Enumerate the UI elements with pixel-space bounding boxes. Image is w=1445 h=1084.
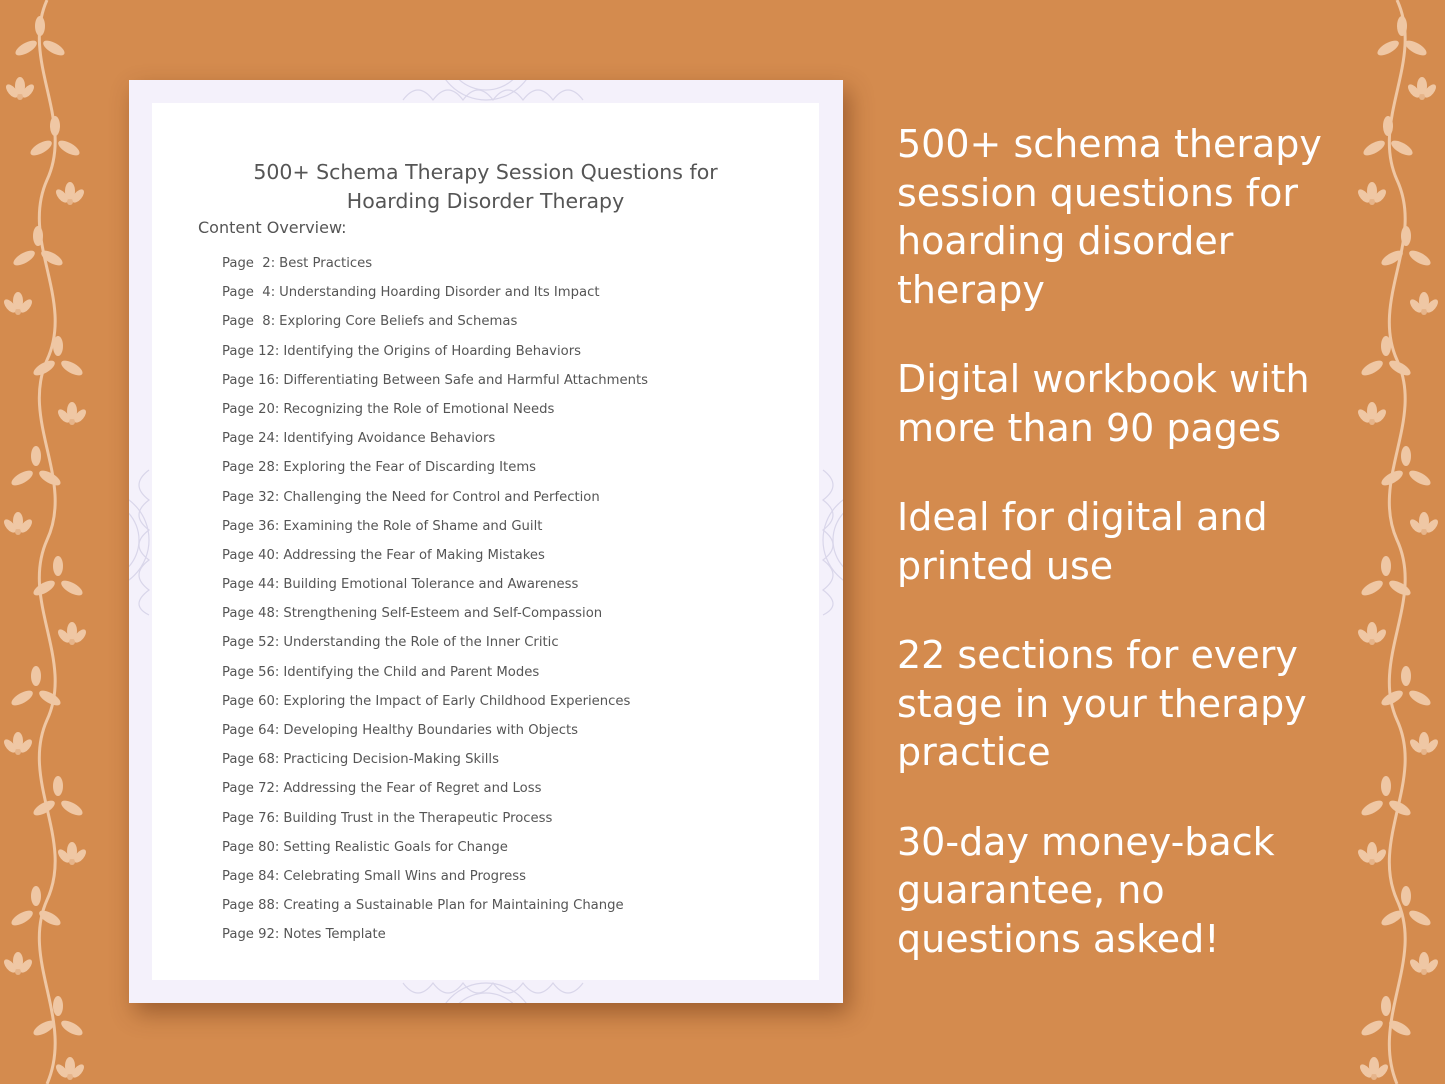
toc-page-number: Page 40: bbox=[222, 547, 280, 563]
document-title-line2: Hoarding Disorder Therapy bbox=[346, 189, 625, 213]
toc-page-number: Page 92: bbox=[222, 927, 280, 943]
toc-entry bbox=[222, 517, 648, 546]
feature-line: more than 90 pages bbox=[897, 405, 1282, 450]
toc-page-number: Page 84: bbox=[222, 868, 280, 884]
toc-title: Best Practices bbox=[279, 256, 373, 271]
feature-line: guarantee, no bbox=[897, 868, 1165, 912]
toc-entry bbox=[222, 488, 648, 517]
feature-line: practice bbox=[897, 730, 1051, 774]
content-overview-heading: Content Overview: bbox=[198, 218, 347, 237]
toc-entry bbox=[222, 312, 648, 341]
toc-title: Building Trust in the Therapeutic Process bbox=[283, 810, 553, 826]
toc-page-number: Page 52: bbox=[222, 635, 280, 651]
feature-item bbox=[897, 493, 1337, 590]
toc-title: Understanding the Role of the Inner Critic bbox=[283, 635, 559, 651]
toc-title: Identifying the Child and Parent Modes bbox=[283, 664, 540, 680]
toc-entry bbox=[222, 254, 648, 283]
feature-line: 22 sections for every bbox=[897, 633, 1298, 677]
toc-page-number: Page 36: bbox=[222, 518, 280, 534]
toc-page-number: Page 60: bbox=[222, 693, 280, 709]
toc-entry bbox=[222, 575, 648, 604]
feature-line: 30-day money-back bbox=[897, 819, 1275, 864]
toc-entry bbox=[222, 458, 648, 487]
document-title-line1: 500+ Schema Therapy Session Questions for bbox=[253, 160, 718, 184]
toc-title: Addressing the Fear of Making Mistakes bbox=[283, 547, 545, 563]
toc-entry bbox=[222, 867, 648, 896]
document-title bbox=[152, 158, 819, 216]
feature-line: Ideal for digital and bbox=[897, 495, 1268, 539]
toc-page-number: Page 88: bbox=[222, 898, 280, 914]
feature-line: hoarding disorder bbox=[897, 219, 1234, 263]
toc-title: Creating a Sustainable Plan for Maintaining Change bbox=[283, 898, 624, 914]
feature-line: Digital workbook with bbox=[897, 357, 1310, 401]
toc-title: Exploring the Fear of Discarding Items bbox=[283, 460, 537, 476]
toc-page-number: Page 20: bbox=[222, 401, 280, 417]
toc-entry bbox=[222, 692, 648, 721]
toc-entry bbox=[222, 604, 648, 633]
toc-entry bbox=[222, 400, 648, 429]
toc-page-number: Page 32: bbox=[222, 489, 280, 505]
toc-page-number: Page 8: bbox=[222, 314, 276, 330]
toc-entry bbox=[222, 283, 648, 312]
toc-page-number: Page 16: bbox=[222, 372, 280, 388]
toc-entry bbox=[222, 896, 648, 925]
toc-title: Building Emotional Tolerance and Awareness bbox=[283, 577, 579, 593]
feature-item bbox=[897, 355, 1337, 452]
toc-page-number: Page 12: bbox=[222, 343, 280, 359]
toc-page-number: Page 2: bbox=[222, 256, 276, 271]
toc-page-number: Page 80: bbox=[222, 839, 280, 855]
toc-title: Examining the Role of Shame and Guilt bbox=[283, 518, 543, 534]
floral-vine-right bbox=[1350, 0, 1445, 1084]
toc-page-number: Page 48: bbox=[222, 606, 280, 622]
toc-entry bbox=[222, 371, 648, 400]
toc-entry bbox=[222, 429, 648, 458]
mandala-icon bbox=[383, 80, 589, 104]
toc-title: Celebrating Small Wins and Progress bbox=[283, 868, 527, 884]
toc-entry bbox=[222, 633, 648, 662]
toc-entry bbox=[222, 838, 648, 867]
mandala-icon bbox=[819, 460, 843, 620]
feature-line: 500+ schema therapy bbox=[897, 122, 1322, 166]
toc-page-number: Page 4: bbox=[222, 285, 276, 301]
floral-vine-left bbox=[0, 0, 95, 1084]
toc-title: Developing Healthy Boundaries with Objects bbox=[283, 723, 579, 738]
feature-line: stage in your therapy bbox=[897, 681, 1307, 726]
toc-title: Differentiating Between Safe and Harmful Attachments bbox=[283, 372, 649, 388]
feature-line: questions asked! bbox=[897, 916, 1220, 961]
toc-page-number: Page 24: bbox=[222, 431, 280, 447]
toc-title: Practicing Decision-Making Skills bbox=[283, 752, 499, 768]
mandala-icon bbox=[129, 460, 153, 620]
toc-page-number: Page 56: bbox=[222, 664, 280, 680]
toc-title: Exploring Core Beliefs and Schemas bbox=[279, 314, 518, 330]
feature-item bbox=[897, 818, 1337, 964]
feature-line: printed use bbox=[897, 543, 1114, 588]
toc-entry bbox=[222, 809, 648, 838]
toc-entry bbox=[222, 750, 648, 779]
toc-entry bbox=[222, 925, 648, 954]
toc-entry bbox=[222, 342, 648, 371]
toc-title: Strengthening Self-Esteem and Self-Compassion bbox=[283, 606, 603, 622]
floral-vine-icon bbox=[0, 0, 95, 1084]
toc-title: Challenging the Need for Control and Perfection bbox=[283, 489, 600, 505]
feature-list bbox=[897, 120, 1337, 1004]
feature-item bbox=[897, 631, 1337, 777]
toc-entry bbox=[222, 779, 648, 808]
toc-title: Recognizing the Role of Emotional Needs bbox=[283, 401, 555, 417]
document-content bbox=[152, 103, 819, 980]
toc-page-number: Page 28: bbox=[222, 460, 280, 476]
mandala-icon bbox=[383, 979, 589, 1003]
toc-title: Notes Template bbox=[283, 927, 386, 943]
toc-page-number: Page 44: bbox=[222, 577, 280, 593]
toc-title: Setting Realistic Goals for Change bbox=[283, 839, 508, 855]
toc-page-number: Page 72: bbox=[222, 781, 280, 797]
table-of-contents bbox=[222, 254, 648, 955]
toc-title: Addressing the Fear of Regret and Loss bbox=[283, 781, 542, 797]
toc-entry bbox=[222, 663, 648, 692]
feature-line: session questions for bbox=[897, 170, 1299, 215]
toc-page-number: Page 64: bbox=[222, 723, 280, 738]
toc-entry bbox=[222, 546, 648, 575]
toc-title: Exploring the Impact of Early Childhood Experiences bbox=[283, 693, 631, 709]
toc-title: Identifying Avoidance Behaviors bbox=[283, 431, 496, 447]
feature-line: therapy bbox=[897, 267, 1045, 312]
toc-entry bbox=[222, 721, 648, 750]
toc-title: Identifying the Origins of Hoarding Behaviors bbox=[283, 343, 582, 359]
toc-title: Understanding Hoarding Disorder and Its Impact bbox=[279, 285, 600, 301]
toc-page-number: Page 68: bbox=[222, 752, 280, 768]
document-page bbox=[129, 80, 843, 1003]
floral-vine-icon bbox=[1350, 0, 1445, 1084]
feature-item bbox=[897, 120, 1337, 314]
toc-page-number: Page 76: bbox=[222, 810, 280, 826]
